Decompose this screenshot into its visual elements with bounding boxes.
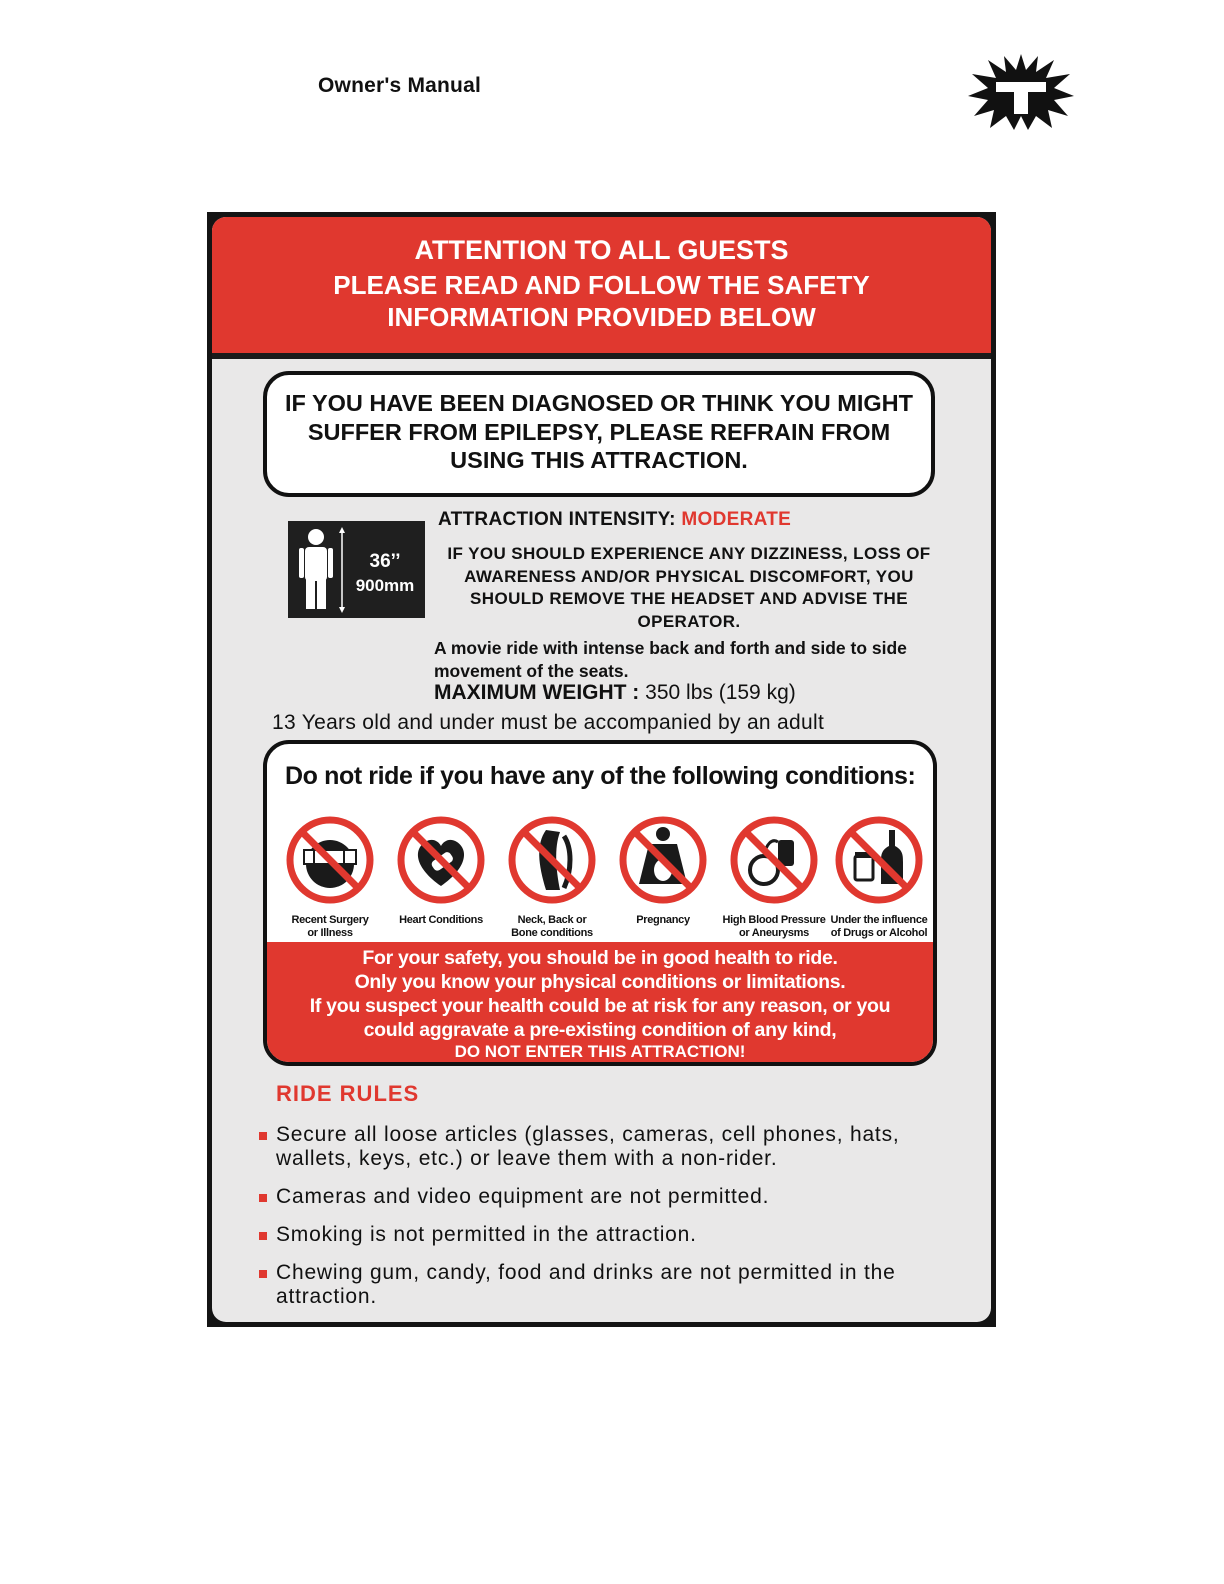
height-imperial: 36’’ [369,551,401,572]
header-line-3: INFORMATION PROVIDED BELOW [387,302,816,332]
ride-rule-item [256,1185,956,1209]
pregnancy-icon [617,814,709,906]
condition-label-line1: Pregnancy [636,914,690,926]
spine-icon [506,814,598,906]
condition-label-line2: or Aneurysms [739,926,809,939]
bullet-icon [259,1270,267,1278]
condition-item [497,814,607,939]
safety-line: If you suspect your health could be at risk for any reason, or you [309,995,891,1017]
epilepsy-warning-box [263,371,935,497]
max-weight-value: 350 lbs (159 kg) [645,681,796,704]
age-notice: 13 Years old and under must be accompanied by an adult [272,711,825,734]
condition-label-line1: High Blood Pressure [722,914,826,926]
ride-rules-title: RIDE RULES [276,1081,420,1106]
bullet-icon [259,1232,267,1240]
intensity-value: MODERATE [681,509,792,530]
safety-line: Only you know your physical conditions or limitations. [354,971,846,993]
conditions-title: Do not ride if you have any of the following conditions: [285,762,916,790]
header-subtitle [212,269,991,333]
safety-notice [267,942,933,1062]
ride-rules-list [256,1123,956,1322]
intensity-line [438,509,791,531]
blood-pressure-icon [728,814,820,906]
condition-label-line2: or Illness [307,926,353,939]
condition-item [719,814,829,939]
condition-label-line2: Bone conditions [511,926,593,939]
movement-description: A movie ride with intense back and forth and side to side movement of the seats. [434,638,907,681]
max-weight-label: MAXIMUM WEIGHT : [434,681,640,704]
condition-item [275,814,385,939]
drugs-alcohol-icon [833,814,925,906]
condition-label-line1: Heart Conditions [399,914,483,926]
intensity-label: ATTRACTION INTENSITY: [438,509,676,530]
header-divider [212,353,991,359]
ride-rule-text: Cameras and video equipment are not permitted. [276,1185,770,1208]
height-requirement-badge [288,521,425,618]
ride-rule-text: Secure all loose articles (glasses, cameras, cell phones, hats, wallets, keys, etc.) or leave them with a non-rider. [276,1123,900,1170]
max-weight [434,681,796,705]
dizziness-warning: IF YOU SHOULD EXPERIENCE ANY DIZZINESS, LOSS OF AWARENESS AND/OR PHYSICAL DISCOMFORT, YOU SHOULD REMOVE THE HEADSET AND ADVISE THE OPERATOR. [447,544,931,631]
do-not-enter-notice: DO NOT ENTER THIS ATTRACTION! [454,1042,746,1061]
ride-rule-text: Smoking is not permitted in the attraction. [276,1223,697,1246]
header-title: ATTENTION TO ALL GUESTS [414,235,789,265]
bullet-icon [259,1194,267,1202]
document-title: Owner's Manual [318,74,481,97]
condition-label-line2: of Drugs or Alcohol [830,926,928,939]
brand-logo-icon [966,52,1076,130]
height-metric: 900mm [355,576,415,595]
ride-rule-item [256,1261,956,1309]
surgery-icon [284,814,376,906]
ride-rule-item [256,1223,956,1247]
ride-rule-text: Chewing gum, candy, food and drinks are not permitted in the attraction. [276,1261,896,1308]
safety-line: For your safety, you should be in good health to ride. [362,947,838,969]
safety-sign [207,212,996,1327]
condition-label-line1: Recent Surgery [291,914,369,926]
bullet-icon [259,1132,267,1140]
condition-label-line1: Neck, Back or [517,914,587,926]
sign-panel [212,217,991,1322]
epilepsy-warning-text: IF YOU HAVE BEEN DIAGNOSED OR THINK YOU MIGHT SUFFER FROM EPILEPSY, PLEASE REFRAIN FROM USING THIS ATTRACTION. [284,390,914,473]
heart-icon [395,814,487,906]
header-line-2: PLEASE READ AND FOLLOW THE SAFETY [333,270,870,300]
condition-label-line1: Under the influence [830,914,928,926]
condition-item [824,814,934,939]
condition-item [608,814,718,927]
condition-item [386,814,496,927]
sign-header [212,217,991,353]
conditions-box [263,740,937,1066]
ride-rule-item [256,1123,956,1171]
safety-line: could aggravate a pre-existing condition of any kind, [363,1019,837,1041]
